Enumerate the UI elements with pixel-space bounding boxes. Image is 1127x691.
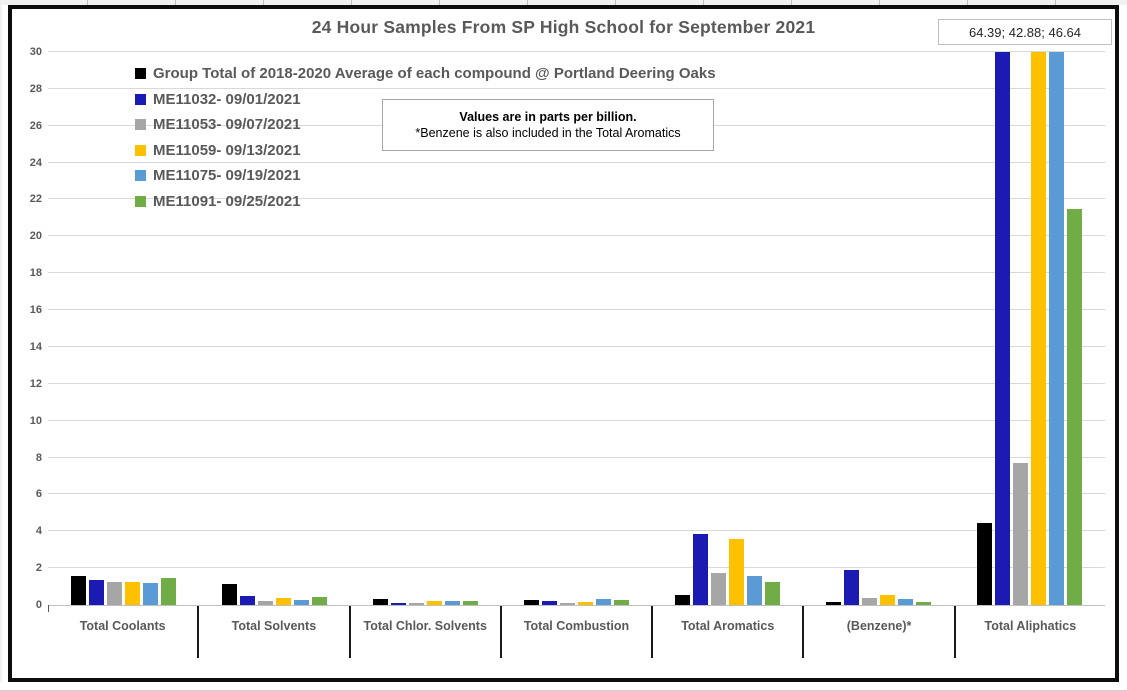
x-category-label-0: Total Coolants (79, 619, 166, 633)
x-category-label-4: Total Aromatics (651, 606, 802, 658)
bar-series0-cat6[interactable] (977, 523, 992, 605)
legend-label: ME11059- 09/13/2021 (153, 141, 301, 159)
bar-series1-cat4[interactable] (693, 534, 708, 605)
y-tick-label-8: 8 (35, 451, 42, 464)
bar-series3-cat1[interactable] (276, 598, 291, 605)
bar-series2-cat6[interactable] (1013, 463, 1028, 605)
y-tick-label-24: 24 (29, 156, 42, 169)
y-tick-label-16: 16 (29, 304, 42, 317)
y-tick-label-2: 2 (35, 562, 42, 575)
bar-series4-cat4[interactable] (747, 576, 762, 605)
legend-swatch-icon (135, 119, 146, 130)
chart-frame[interactable] (8, 5, 1119, 682)
x-category-label-6: Total Aliphatics (954, 606, 1105, 658)
x-category-label-3: Total Combustion (500, 606, 651, 658)
legend-swatch-icon (135, 170, 146, 181)
bar-series2-cat4[interactable] (711, 573, 726, 605)
legend-label: ME11091- 09/25/2021 (153, 192, 301, 210)
annotation-line-2: *Benzene is also included in the Total Aromatics (415, 126, 681, 140)
y-tick-label-10: 10 (29, 414, 42, 427)
y-axis-labels (12, 46, 42, 611)
annotation-box[interactable] (382, 99, 714, 151)
x-category-label-1: Total Solvents (197, 606, 348, 658)
bar-group-6 (954, 52, 1105, 605)
y-tick-label-30: 30 (29, 46, 42, 58)
bar-series2-cat0[interactable] (107, 582, 122, 605)
chart-title[interactable]: 24 Hour Samples From SP High School for September 2021 (311, 17, 816, 37)
bar-series1-cat6[interactable] (995, 52, 1010, 605)
y-tick-label-0: 0 (35, 599, 42, 611)
legend-label: ME11075- 09/19/2021 (153, 167, 301, 185)
spreadsheet-left-edge (0, 0, 2, 690)
bar-series4-cat6[interactable] (1049, 52, 1064, 605)
bar-series3-cat4[interactable] (729, 539, 744, 605)
bar-series1-cat0[interactable] (89, 580, 104, 605)
bar-series2-cat5[interactable] (862, 598, 877, 605)
clipped-values-callout[interactable] (938, 19, 1112, 45)
clipped-values-text: 64.39; 42.88; 46.64 (968, 24, 1082, 40)
bar-series0-cat1[interactable] (222, 584, 237, 605)
bar-series5-cat1[interactable] (312, 597, 327, 605)
bar-series5-cat4[interactable] (765, 582, 780, 605)
bar-series3-cat0[interactable] (125, 582, 140, 605)
y-tick-label-18: 18 (29, 267, 42, 280)
legend-item-0[interactable] (135, 61, 716, 87)
legend-item-5[interactable] (135, 189, 716, 215)
y-tick-label-28: 28 (29, 82, 42, 95)
legend-label: ME11053- 09/07/2021 (153, 116, 301, 134)
legend-swatch-icon (135, 196, 146, 207)
legend-label: ME11032- 09/01/2021 (153, 90, 301, 108)
bar-series5-cat6[interactable] (1067, 209, 1082, 605)
y-tick-label-12: 12 (29, 377, 42, 390)
legend-swatch-icon (135, 145, 146, 156)
y-tick-label-20: 20 (29, 230, 42, 243)
y-tick-label-14: 14 (29, 340, 42, 353)
bar-group-5 (803, 52, 954, 605)
legend-label: Group Total of 2018-2020 Average of each compound @ Portland Deering Oaks (153, 65, 716, 83)
bar-series1-cat5[interactable] (844, 570, 859, 605)
bar-series0-cat4[interactable] (675, 595, 690, 605)
x-category-label-5: (Benzene)* (802, 606, 953, 658)
legend-swatch-icon (135, 94, 146, 105)
bar-series0-cat0[interactable] (71, 576, 86, 605)
legend-item-4[interactable] (135, 163, 716, 189)
y-tick-label-4: 4 (35, 525, 42, 538)
y-tick-label-6: 6 (35, 488, 42, 501)
bar-series3-cat6[interactable] (1031, 52, 1046, 605)
bar-series3-cat5[interactable] (880, 595, 895, 605)
legend-swatch-icon (135, 68, 146, 79)
annotation-line-1: Values are in parts per billion. (459, 110, 637, 124)
y-tick-label-26: 26 (29, 119, 42, 132)
bar-series5-cat0[interactable] (161, 578, 176, 605)
x-category-label-2: Total Chlor. Solvents (349, 606, 500, 658)
bar-series4-cat0[interactable] (143, 583, 158, 605)
y-tick-label-22: 22 (29, 193, 42, 206)
x-axis-category-labels (48, 606, 1105, 658)
bar-series1-cat1[interactable] (240, 596, 255, 605)
